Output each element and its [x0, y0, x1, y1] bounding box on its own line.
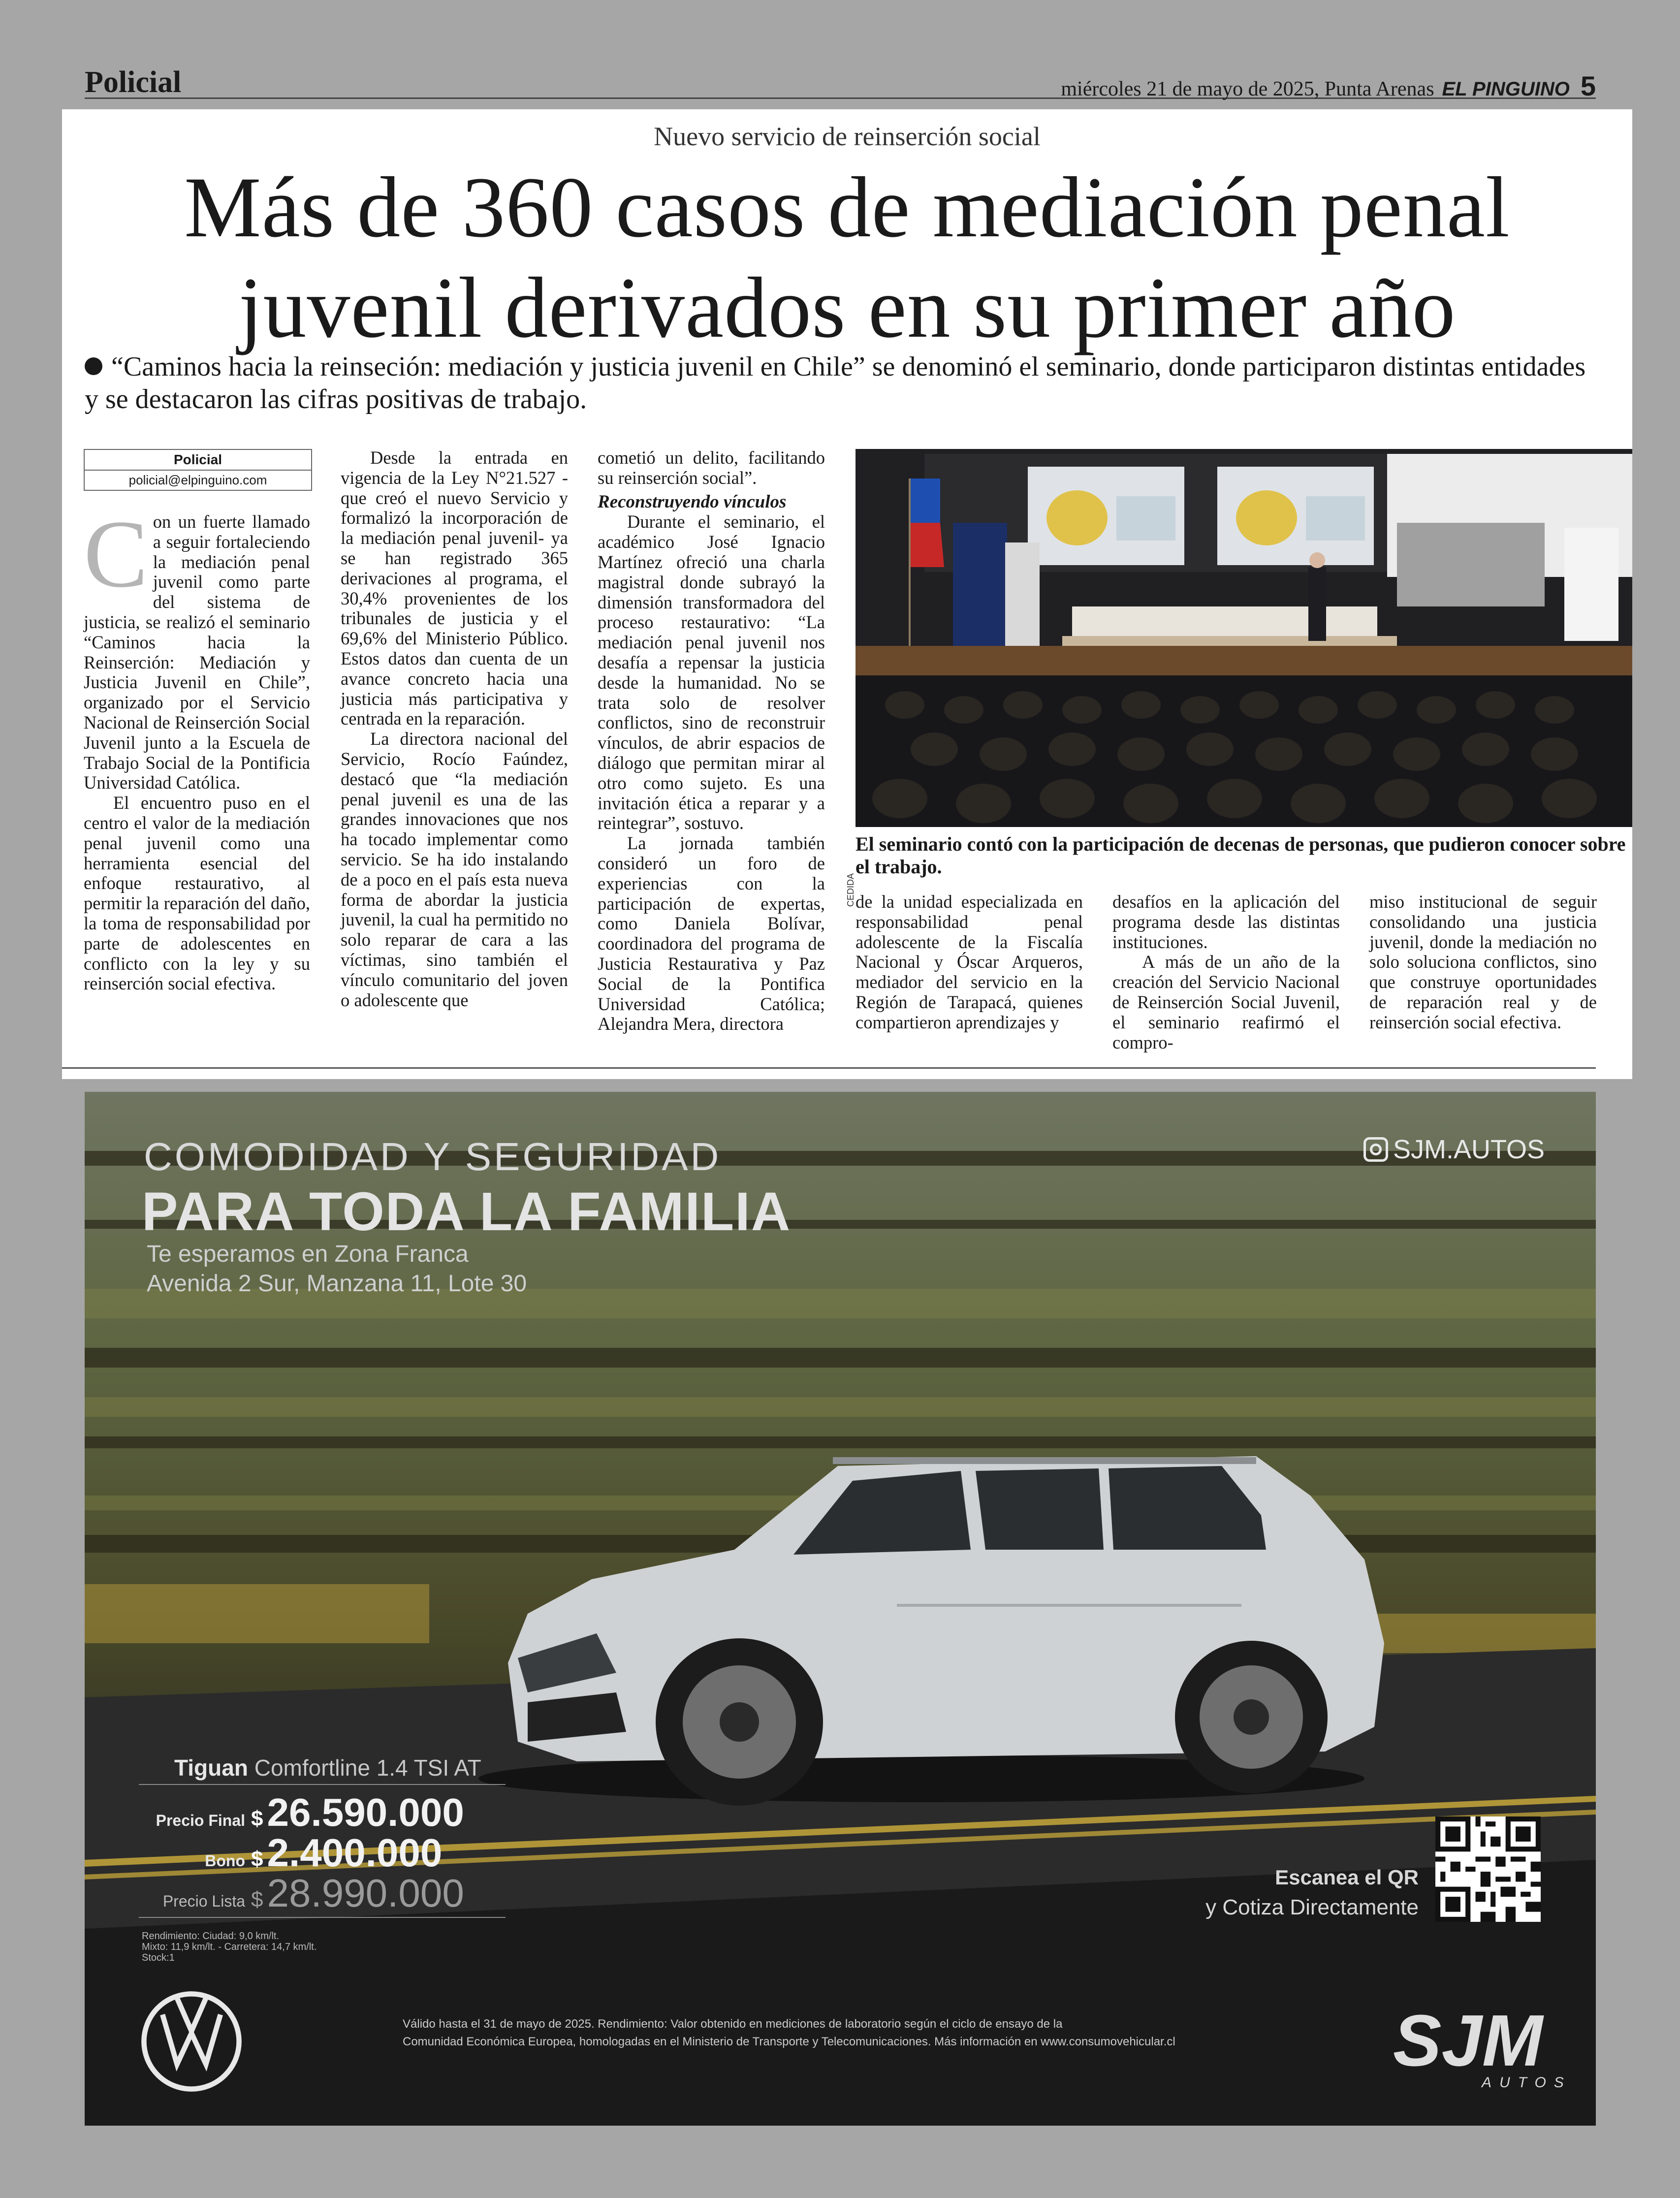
article-headline — [62, 158, 1632, 358]
photo-credit: CEDIDA — [846, 873, 856, 907]
price-label: Bono — [205, 1852, 245, 1870]
price-currency: $ — [251, 1887, 263, 1911]
ad-location-1: Te esperamos en Zona Franca — [147, 1241, 469, 1267]
headline-line-2: juvenil derivados en su primer año — [238, 260, 1456, 356]
price-currency: $ — [251, 1807, 263, 1831]
sjm-autos-logo — [1369, 2007, 1566, 2076]
paragraph: cometió un delito, facilitando su reinserción social”. — [598, 447, 825, 488]
price-list-row — [142, 1871, 464, 1916]
ad-tagline-1: COMODIDAD Y SEGURIDAD — [144, 1135, 722, 1179]
paragraph: El encuentro puso en el centro el valor de la mediación penal juvenil como una herramienta esencial del enfoque restaurativo, al permitir la reparación del daño, la toma de responsabilidad por parte de adolescentes en conflicto con la ley y su reinserción social efectiva. — [84, 793, 310, 994]
paragraph: La jornada también consideró un foro de experiencias con la participación de expertas, como Daniela Bolívar, coordinadora del programa de Justicia Restaurativa y Paz Social de la Pontifica Universidad Católica; Alejandra Mera, directora — [598, 833, 825, 1034]
car-advertisement — [85, 1092, 1596, 2126]
price-label: Precio Lista — [162, 1892, 245, 1910]
paragraph: Desde la entrada en vigencia de la Ley N°21.527 -que creó el nuevo Servicio y formalizó la incorporación de la mediación penal juvenil- ya se han registrado 365 derivaciones al programa, el 30,4% provenientes de los tribunales de justicia y el 69,6% del Ministerio Público. Estos datos dan cuenta de un avance concreto hacia una justicia más participativa y centrada en la reparación. — [341, 447, 568, 729]
paragraph: on un fuerte llamado a seguir fortaleciendo la mediación penal juvenil como parte del sistema de justicia, se realizó el seminario “Caminos hacia la Reinserción: Mediación y Justicia Juvenil en Chile”, organizado por el Servicio Nacional de Reinserción Social Juvenil junto a la Escuela de Trabajo Social de la Pontificia Universidad Católica. — [84, 511, 310, 793]
model-name: Tiguan — [174, 1755, 248, 1781]
paragraph: A más de un año de la creación del Servicio Nacional de Reinserción Social Juvenil, el seminario reafirmó el compro- — [1112, 952, 1340, 1052]
price-value: 2.400.000 — [267, 1831, 443, 1875]
price-label: Precio Final — [156, 1812, 245, 1829]
article-column-2 — [341, 448, 568, 1010]
newspaper-brand: EL PINGUINO — [1442, 78, 1570, 100]
ad-tagline-2: PARA TODA LA FAMILIA — [142, 1181, 792, 1242]
page-header — [85, 60, 1596, 99]
price-divider — [139, 1784, 506, 1785]
price-value: 26.590.000 — [267, 1790, 464, 1834]
article-column-4 — [856, 892, 1083, 1033]
rendimiento-line: Rendimiento: Ciudad: 9,0 km/lt. — [142, 1931, 280, 1942]
byline-box — [84, 449, 312, 491]
paragraph: de la unidad especializada en responsabilidad penal adolescente de la Fiscalía Nacional y Óscar Arqueros, mediador del servicio en la Región de Tarapacá, quienes compartieron aprendizajes y — [856, 892, 1083, 1032]
seminar-photo — [856, 449, 1632, 827]
article-lead — [85, 350, 1601, 415]
article — [62, 109, 1632, 1079]
cotiza-text: y Cotiza Directamente — [1205, 1895, 1419, 1919]
paragraph: miso institucional de seguir consolidando una justicia juvenil, donde la mediación no solo soluciona conflictos, sino que construye oportunidades de reparación real y de reinserción social efectiva. — [1369, 892, 1597, 1032]
volkswagen-logo — [140, 1990, 243, 2093]
sjm-logo-text: SJM — [1393, 2007, 1543, 2076]
price-value: 28.990.000 — [267, 1871, 464, 1915]
legal-line: Válido hasta el 31 de mayo de 2025. Rendimiento: Valor obtenido en mediciones de laboratorio según el ciclo de ensayo de la — [403, 2017, 1063, 2031]
lead-text: “Caminos hacia la reinseción: mediación y justicia juvenil en Chile” se denominó el seminario, donde participaron distintas entidades y se destacaron las cifras positivas de trabajo. — [85, 351, 1586, 414]
qr-code-icon[interactable] — [1435, 1816, 1541, 1922]
byline-email[interactable]: policial@elpinguino.com — [128, 473, 267, 487]
car-model — [174, 1754, 481, 1781]
rendimiento-line: Mixto: 11,9 km/lt. - Carretera: 14,7 km/lt. — [142, 1942, 317, 1952]
page-number: 5 — [1580, 70, 1596, 101]
article-column-3 — [598, 448, 825, 1034]
article-kicker: Nuevo servicio de reinserción social — [654, 122, 1041, 151]
legal-disclaimer — [403, 2015, 1175, 2051]
scan-qr-cta: Escanea el QR — [1275, 1866, 1419, 1889]
instagram-handle[interactable] — [1363, 1134, 1545, 1165]
drop-cap: C — [84, 501, 148, 607]
dateline — [1061, 70, 1596, 102]
sjm-logo-sub: AUTOS — [1482, 2074, 1572, 2091]
date-text: miércoles 21 de mayo de 2025, Punta Arenas — [1061, 78, 1434, 100]
stock-line: Stock:1 — [142, 1952, 175, 1963]
photo-caption: El seminario contó con la participación de decenas de personas, que pudieron conocer sobre el trabajo. — [856, 833, 1626, 878]
headline-line-1: Más de 360 casos de mediación penal — [184, 159, 1510, 255]
article-column-1 — [84, 501, 310, 994]
instagram-text: SJM.AUTOS — [1393, 1135, 1545, 1164]
article-column-6 — [1369, 892, 1597, 1033]
fuel-economy-notes — [142, 1931, 317, 1963]
price-divider — [139, 1917, 506, 1918]
paragraph: desafíos en la aplicación del programa desde las distintas instituciones. — [1112, 892, 1340, 952]
article-subhead: Reconstruyendo vínculos — [598, 491, 787, 512]
bullet-icon — [85, 357, 102, 375]
price-bono-row — [142, 1830, 442, 1876]
ad-location-2: Avenida 2 Sur, Manzana 11, Lote 30 — [147, 1271, 527, 1297]
price-currency: $ — [251, 1847, 263, 1871]
instagram-icon — [1363, 1137, 1388, 1162]
paragraph: La directora nacional del Servicio, Rocío Faúndez, destacó que “la mediación penal juvenil es una de las grandes innovaciones que nos ha tocado implementar como servicio. Se ha ido instalando de a poco en el país esta nueva forma de abordar la justicia juvenil, la cual ha permitido no solo reparar de cara a las víctimas, sino también el vínculo comunitario del joven o adolescente que — [341, 729, 568, 1010]
price-final-row — [142, 1790, 464, 1835]
article-column-5 — [1112, 892, 1340, 1052]
model-version: Comfortline 1.4 TSI AT — [254, 1755, 481, 1781]
paragraph: Durante el seminario, el académico José Ignacio Martínez ofreció una charla magistral donde subrayó la dimensión transformadora del proceso restaurativo: “La mediación penal juvenil nos desafía a repensar la justicia desde la humanidad. No se trata solo de resolver conflictos, sino de reconstruir vínculos, de abrir espacios de diálogo que permitan mirar al otro como sujeto. Es una invitación ética a reparar y a reintegrar”, sostuvo. — [598, 511, 825, 833]
section-title: Policial — [85, 65, 182, 99]
legal-line: Comunidad Económica Europea, homologadas en el Ministerio de Transporte y Telecomunicaciones. Más información en www.consumovehicular.cl — [403, 2035, 1175, 2048]
byline-section: Policial — [85, 450, 311, 471]
section-divider — [62, 1067, 1596, 1069]
